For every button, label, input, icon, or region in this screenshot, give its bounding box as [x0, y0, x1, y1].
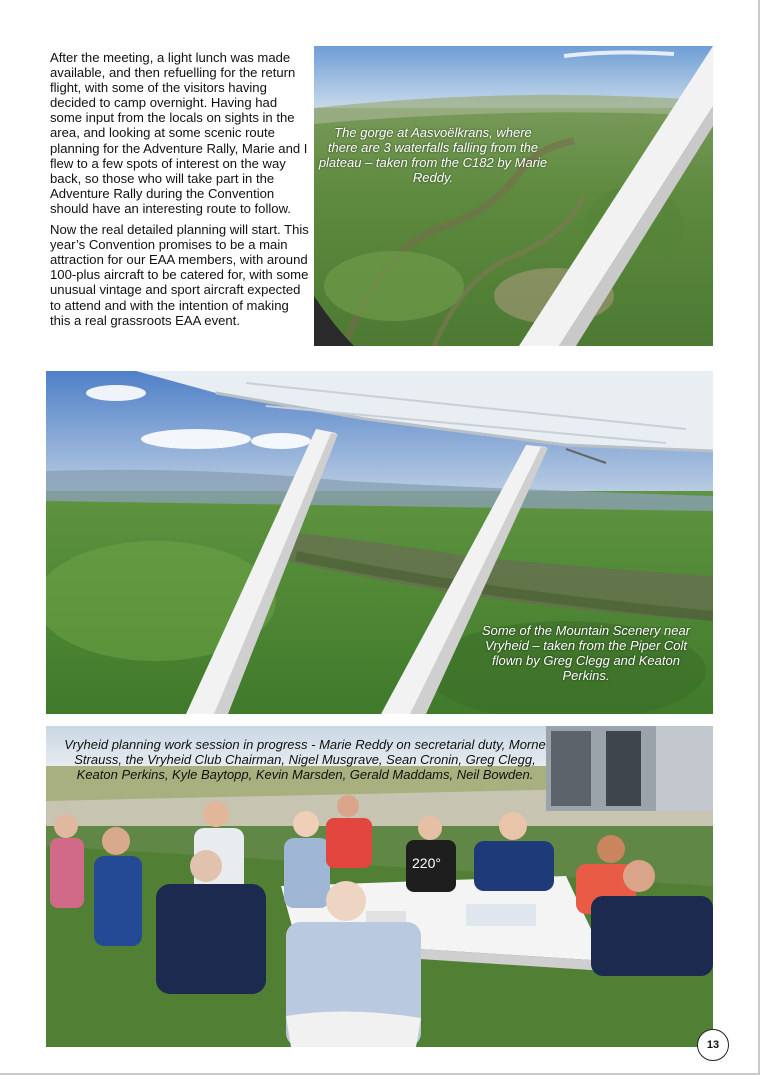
article-paragraph-1: After the meeting, a light lunch was made available, and then refuelling for the return flight, with some of the visitors having decided to camp overnight. Having had some input from the locals on sights in the area, and looking at some scenic route planning for the Adventure Rally, Marie and I flew to a few spots of interest on the way back, so those who will take part in the Adventure Rally during the Convention should have an interesting route to follow. — [50, 50, 308, 216]
page-number: 13 — [697, 1029, 729, 1061]
shirt-text: 220° — [412, 855, 441, 871]
gorge-aerial-image — [314, 46, 713, 346]
article-text — [50, 50, 312, 334]
photo-2-caption: Some of the Mountain Scenery near Vryheid – taken from the Piper Colt flown by Greg Clegg and Keaton Perkins. — [481, 623, 691, 683]
photo-3-caption: Vryheid planning work session in progress - Marie Reddy on secretarial duty, Morne Strauss, the Vryheid Club Chairman, Nigel Musgrave, Sean Cronin, Greg Clegg, Keaton Perkins, Kyle Baytopp, Kevin Marsden, Gerald Maddams, Neil Bowden. — [64, 737, 546, 782]
photo-aasvoelkrans-gorge — [314, 46, 713, 346]
article-paragraph-2: Now the real detailed planning will start. This year’s Convention promises to be a main attraction for our EAA members, with around 100-plus aircraft to be catered for, with some unusual vintage and sport aircraft expected to attend and with the intention of making this a real grassroots EAA event. — [50, 222, 309, 328]
photo-1-caption: The gorge at Aasvoëlkrans, where there are 3 waterfalls falling from the plateau – taken from the C182 by Marie Reddy. — [318, 125, 548, 185]
